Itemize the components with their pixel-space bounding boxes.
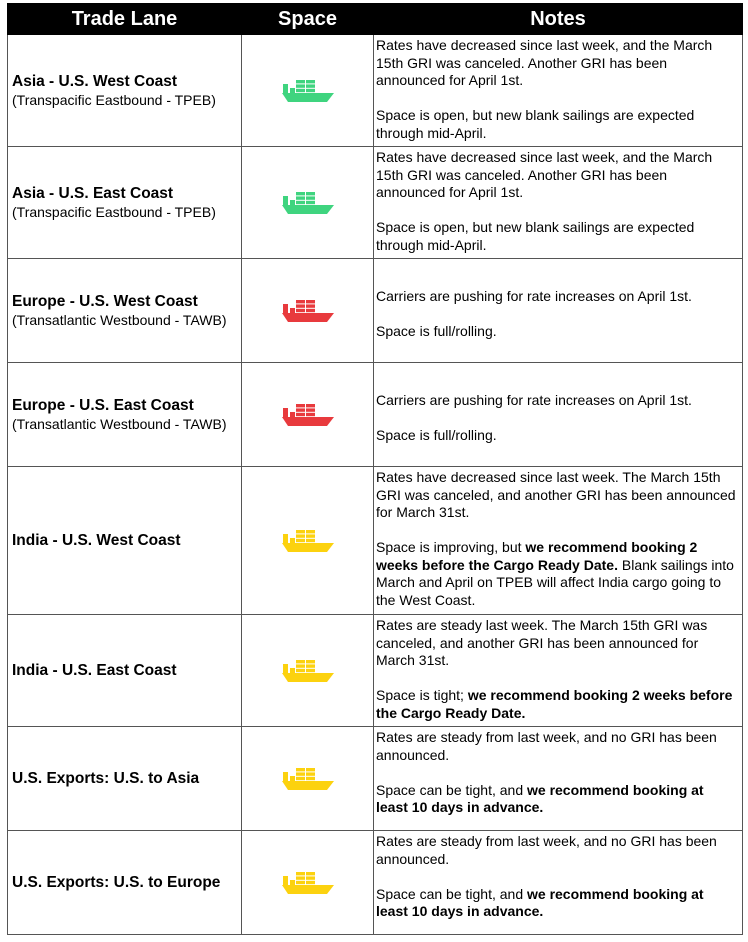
trade-lane-report: [7, 3, 743, 935]
table-row: [8, 831, 743, 935]
notes-cell: [374, 35, 743, 147]
header-notes: Notes: [374, 4, 743, 35]
cargo-ship-icon: [280, 299, 336, 323]
note-text: Space is open, but new blank sailings are expected through mid-April.: [376, 107, 695, 141]
table-row: [8, 259, 743, 363]
trade-lane-cell: [8, 147, 242, 259]
note-text: Carriers are pushing for rate increases on April 1st.: [376, 288, 692, 304]
trade-lane-title: Asia - U.S. East Coast: [12, 184, 174, 202]
notes-cell: [374, 615, 743, 727]
note-text: Blank sailings into March and April on TPEB will affect India cargo going to the West Coast.: [376, 556, 734, 608]
note-text: Rates have decreased since last week. The March 15th GRI was canceled, and another GRI has been announced for March 31st.: [376, 469, 736, 520]
trade-lane-subtitle: (Transpacific Eastbound - TPEB): [12, 91, 216, 108]
note-text: Rates are steady from last week, and no GRI has been announced.: [376, 729, 717, 763]
note-text: Space is improving, but: [376, 539, 526, 555]
space-status-yellow: [242, 467, 374, 615]
notes-space: [376, 107, 736, 142]
notes-rates: [376, 617, 736, 670]
notes-space: [376, 886, 736, 921]
note-text: Space is full/rolling.: [376, 427, 497, 443]
header-trade-lane: Trade Lane: [8, 4, 242, 35]
cargo-ship-icon: [280, 79, 336, 103]
notes-cell: [374, 147, 743, 259]
trade-lane-subtitle: (Transpacific Eastbound - TPEB): [12, 203, 216, 220]
notes-space: [376, 687, 736, 722]
trade-lane-cell: [8, 831, 242, 935]
table-row: [8, 467, 743, 615]
notes-space: [376, 219, 736, 254]
trade-lane-title: U.S. Exports: U.S. to Europe: [12, 874, 221, 891]
note-recommendation: we recommend booking at least 10 days in advance.: [376, 781, 704, 815]
table-header-row: [8, 4, 743, 35]
trade-lane-title: Asia - U.S. West Coast: [12, 72, 178, 90]
trade-lane-cell: [8, 259, 242, 363]
trade-lane-cell: [8, 35, 242, 147]
notes-rates: [376, 833, 736, 868]
space-status-yellow: [242, 615, 374, 727]
table-row: [8, 147, 743, 259]
trade-lane-cell: [8, 615, 242, 727]
space-status-yellow: [242, 727, 374, 831]
notes-rates: [376, 37, 736, 90]
notes-rates: [376, 392, 736, 410]
note-text: Space can be tight, and: [376, 781, 527, 798]
trade-lane-title: Europe - U.S. West Coast: [12, 292, 198, 310]
table-row: [8, 615, 743, 727]
space-status-red: [242, 259, 374, 363]
notes-space: [376, 782, 736, 817]
cargo-ship-icon: [280, 871, 336, 895]
trade-lane-cell: [8, 727, 242, 831]
notes-cell: [374, 727, 743, 831]
notes-rates: [376, 149, 736, 202]
note-recommendation: we recommend booking at least 10 days in advance.: [376, 885, 704, 919]
trade-lane-subtitle: (Transatlantic Westbound - TAWB): [12, 311, 227, 328]
space-status-green: [242, 35, 374, 147]
trade-lane-title: U.S. Exports: U.S. to Asia: [12, 770, 200, 787]
notes-space: [376, 323, 736, 341]
notes-cell: [374, 831, 743, 935]
notes-rates: [376, 469, 736, 522]
header-space: Space: [242, 4, 374, 35]
table-row: [8, 363, 743, 467]
notes-space: [376, 539, 736, 609]
trade-lane-title: India - U.S. East Coast: [12, 662, 177, 679]
note-text: Rates are steady from last week, and no GRI has been announced.: [376, 833, 717, 867]
notes-rates: [376, 288, 736, 306]
note-recommendation: we recommend booking 2 weeks before the Cargo Ready Date.: [376, 539, 698, 573]
table-row: [8, 35, 743, 147]
trade-lane-cell: [8, 363, 242, 467]
space-status-red: [242, 363, 374, 467]
trade-lane-cell: [8, 467, 242, 615]
note-text: Rates have decreased since last week, and the March 15th GRI was canceled. Another GRI has been announced for April 1st.: [376, 37, 713, 88]
cargo-ship-icon: [280, 767, 336, 791]
note-text: Space can be tight, and: [376, 885, 527, 902]
notes-cell: [374, 363, 743, 467]
trade-lane-subtitle: (Transatlantic Westbound - TAWB): [12, 415, 227, 432]
trade-lane-table: [7, 3, 743, 935]
cargo-ship-icon: [280, 659, 336, 683]
note-text: Space is full/rolling.: [376, 323, 497, 339]
note-recommendation: we recommend booking 2 weeks before the Cargo Ready Date.: [376, 687, 733, 721]
cargo-ship-icon: [280, 529, 336, 553]
note-text: Carriers are pushing for rate increases on April 1st.: [376, 392, 692, 408]
note-text: Rates have decreased since last week, and the March 15th GRI was canceled. Another GRI has been announced for April 1st.: [376, 149, 713, 200]
notes-cell: [374, 259, 743, 363]
note-text: Space is tight;: [376, 687, 468, 703]
notes-cell: [374, 467, 743, 615]
notes-space: [376, 427, 736, 445]
notes-rates: [376, 729, 736, 764]
note-text: Rates are steady last week. The March 15th GRI was canceled, and another GRI has been announced for March 31st.: [376, 617, 708, 668]
space-status-yellow: [242, 831, 374, 935]
note-text: Space is open, but new blank sailings are expected through mid-April.: [376, 219, 695, 253]
space-status-green: [242, 147, 374, 259]
cargo-ship-icon: [280, 403, 336, 427]
cargo-ship-icon: [280, 191, 336, 215]
trade-lane-title: Europe - U.S. East Coast: [12, 396, 194, 414]
table-row: [8, 727, 743, 831]
trade-lane-title: India - U.S. West Coast: [12, 532, 181, 549]
